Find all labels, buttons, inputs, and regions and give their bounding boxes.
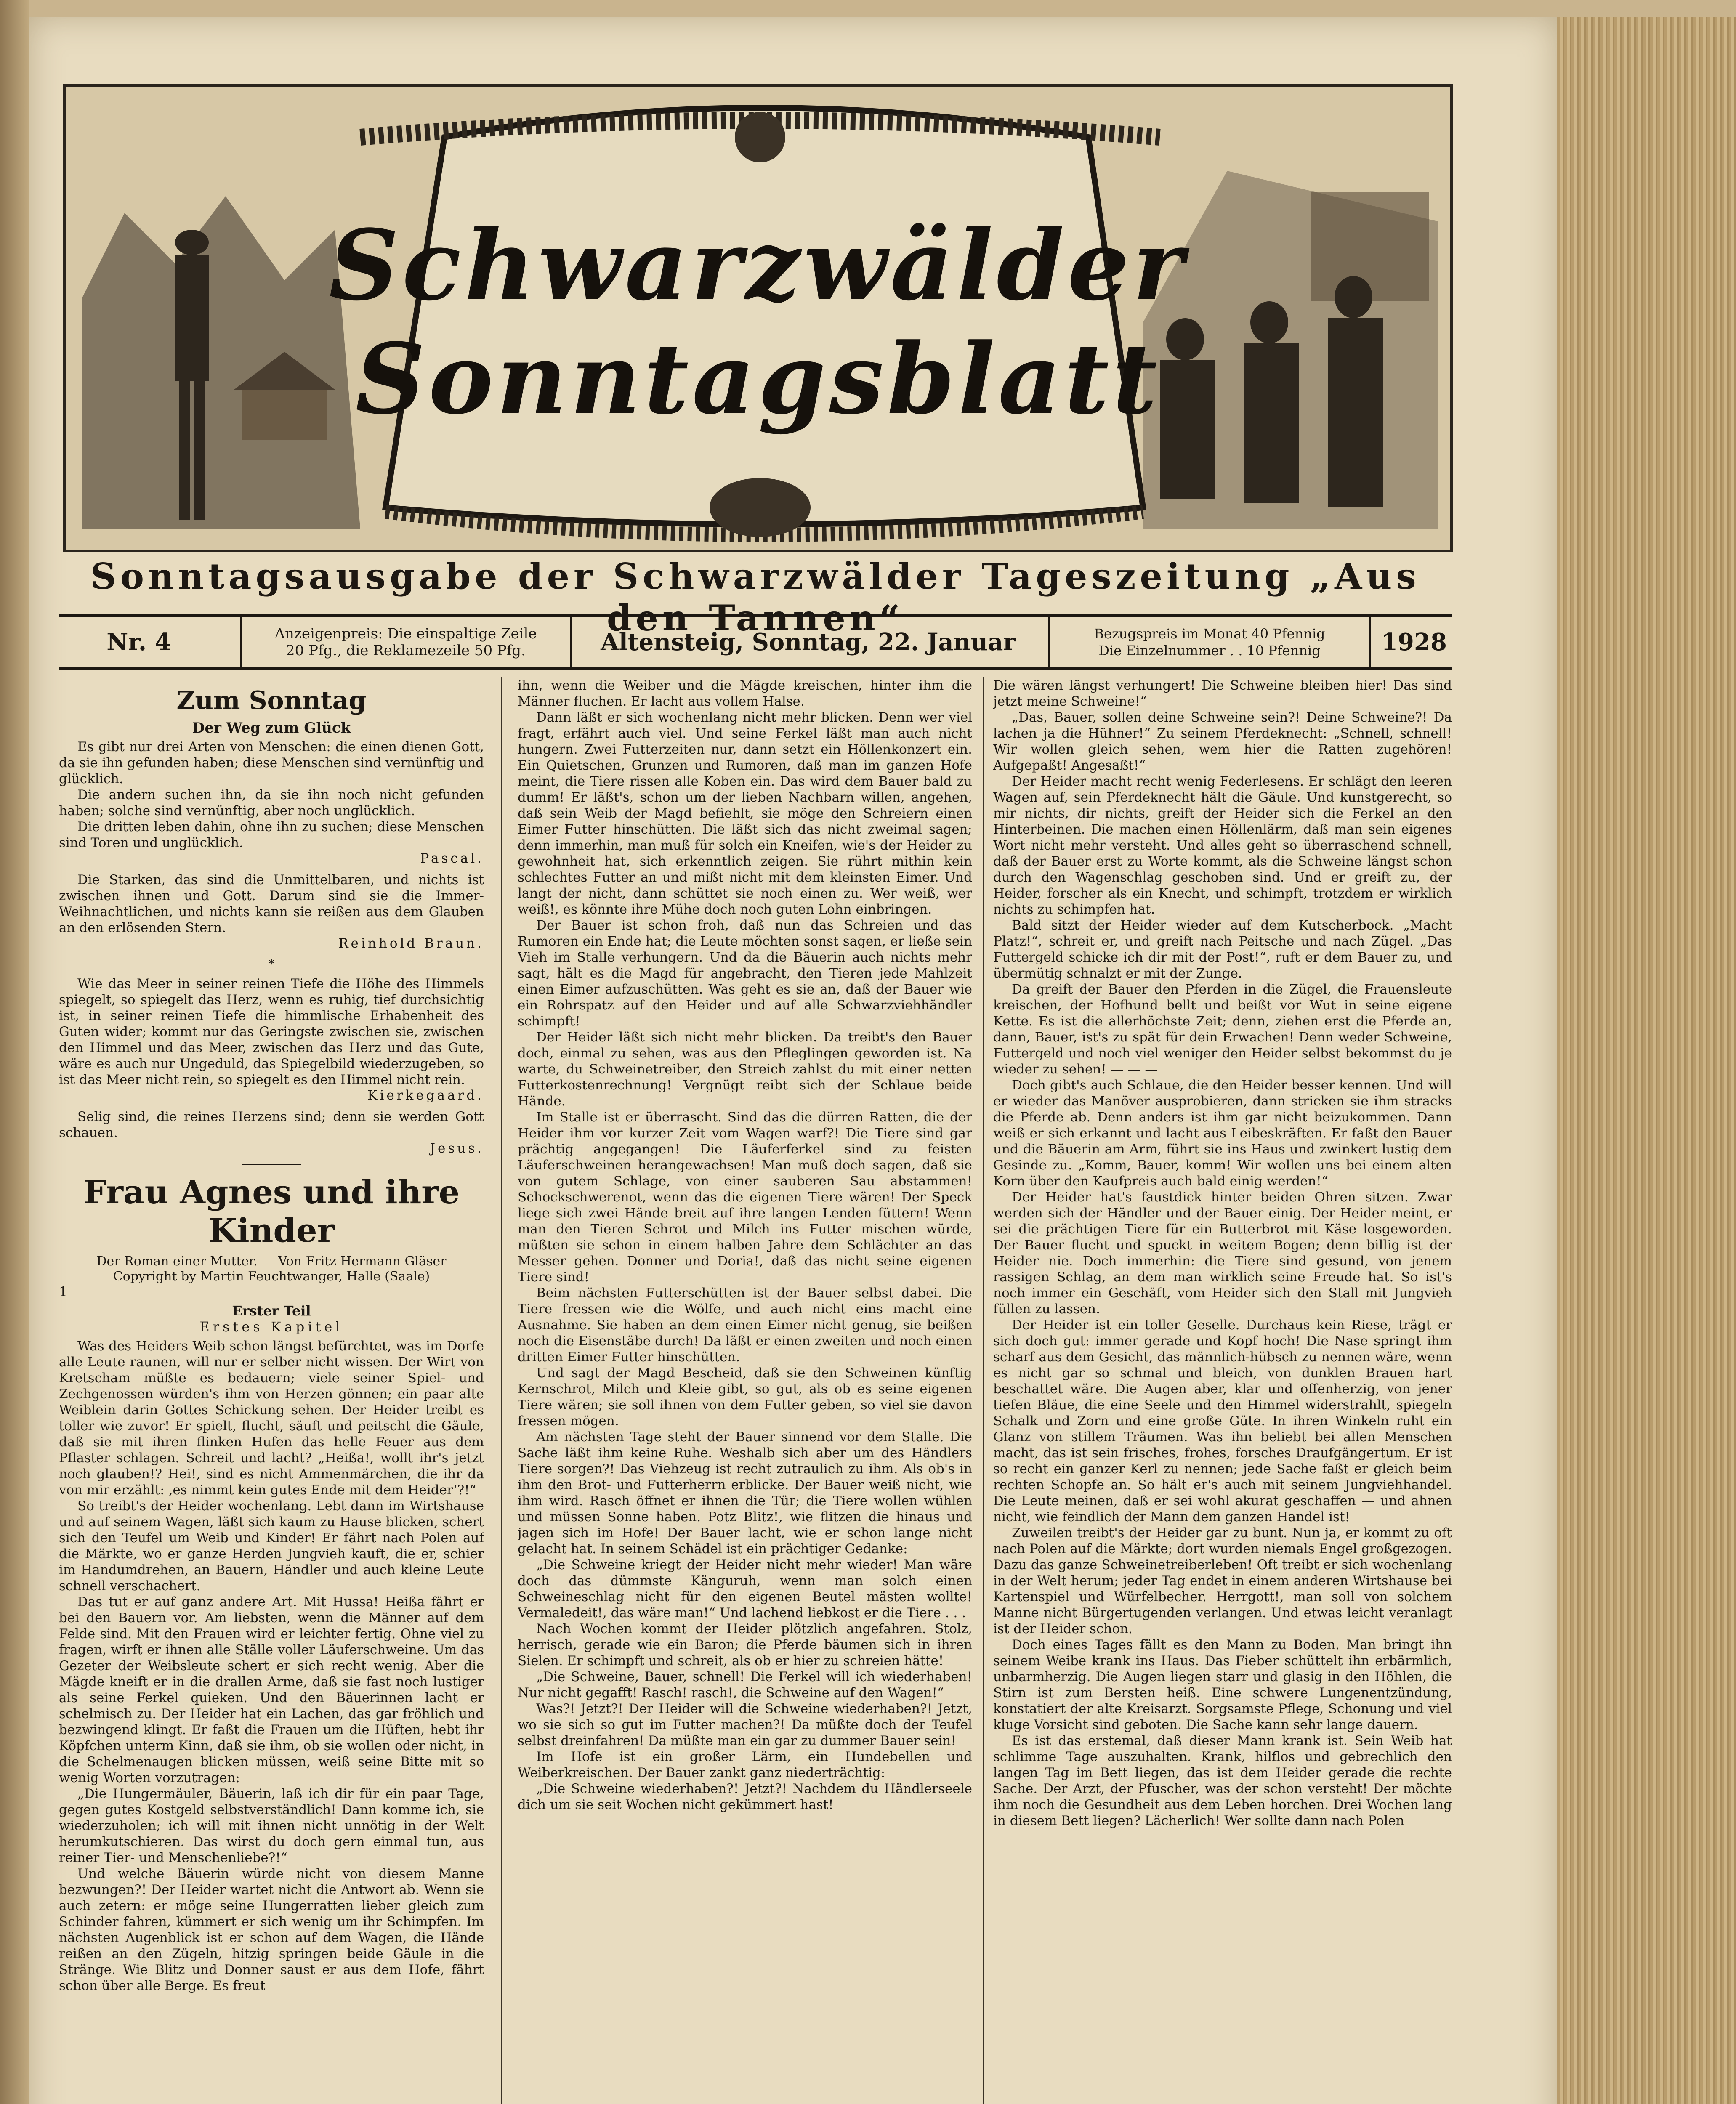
novel-copyright: Copyright by Martin Feuchtwanger, Halle (Saale) — [113, 1269, 430, 1284]
novel-paragraph: „Die Hungermäuler, Bäuerin, laß ich dir für ein paar Tage, gegen gutes Kostgeld selbstverständlich! Dann komme ich, sie wiederzuholen; ich will mit ihnen nicht unnötig in der Welt herumkutschieren. Das wirst du doch gern einmal tun, aus reiner Tier- und Menschenliebe?!“ — [59, 1786, 484, 1865]
novel-paragraph: Was?! Jetzt?! Der Heider will die Schweine wiederhaben?! Jetzt, wo sie sich so gut im Futter machen?! Da müßte doch der Teufel selbst dreinfahren! Da müßte man ein gar zu dummer Bauer sein! — [518, 1701, 972, 1748]
newspaper-title-line-1: Schwarzwälder — [329, 209, 1187, 322]
novel-paragraph: Was des Heiders Weib schon längst befürchtet, was im Dorfe alle Leute raunen, will nur er selber nicht wissen. Der Wirt von Kretscham müßte es bedauern; viele seiner Spiel- und Zechgenossen würden's ihm von Herzen gönnen; ein paar alte Weiblein darin Gottes Schickung sehen. Der Heider treibt es toller wie zuvor! Er spielt, flucht, säuft und peitscht die Gäule, daß sie mit ihren flinken Hufen das helle Feuer aus dem Pflaster schlagen. Schreit und lacht? „Heißa!, wollt ihr's jetzt noch glauben!? Hei!, sind es nicht Ammenmärchen, die ihr da von mir erzählt: ‚es nimmt kein gutes Ende mit dem Heider‘?!“ — [59, 1339, 484, 1498]
quote-attribution: Pascal. — [420, 851, 484, 866]
novel-paragraph: Nach Wochen kommt der Heider plötzlich angefahren. Stolz, herrisch, gerade wie ein Baron; die Pferde bäumen sich in ihren Sielen. Er schimpft und schreit, als ob er hier zu schreien hätte! — [518, 1621, 972, 1668]
sub-price-line-1: Bezugspreis im Monat 40 Pfennig — [1094, 626, 1325, 642]
novel-paragraph: So treibt's der Heider wochenlang. Lebt dann im Wirtshause und auf seinem Wagen, läßt sich kaum zu Hause blicken, schert sich den Teufel um Weib und Kinder! Er fährt nach Polen auf die Märkte, wo er ganze Herden Jungvieh kauft, die er, schier im Handumdrehen, an Bauern, Händler und auch kleine Leute schnell verschachert. — [59, 1498, 484, 1594]
binding-shadow — [0, 0, 29, 2104]
ad-price-line-1: Anzeigenpreis: Die einspaltige Zeile — [274, 625, 537, 642]
novel-paragraph: Die wären längst verhungert! Die Schweine bleiben hier! Das sind jetzt meine Schweine!“ — [993, 678, 1452, 709]
novel-paragraph: Das tut er auf ganz andere Art. Mit Hussa! Heißa fährt er bei den Bauern vor. Am liebsten, wenn die Männer auf dem Felde sind. Mit den Frauen wird er leichter fertig. Ohne viel zu fragen, wirft er ihnen alle Ställe voller Läuferschweine. Um das Gezeter der Weibsleute schert er sich recht wenig. Aber die Mägde kneift er in die drallen Arme, daß sie fast noch lustiger als seine Ferkel quieken. Und den Bäuerinnen lacht er schelmisch zu. Der Heider hat ein Lachen, das gar fröhlich und bezwingend klingt. Er faßt die Frauen um die Hüften, hebt ihr Köpfchen unterm Kinn, daß sie ihm, ob sie wollen oder nicht, in die Schelmenaugen blicken müssen, weiß seine Bitte mit so wenig Worten vorzutragen: — [59, 1594, 484, 1785]
issue-info-bar — [59, 614, 1452, 670]
novel-paragraph: „Das, Bauer, sollen deine Schweine sein?! Deine Schweine?! Da lachen ja die Hühner!“ Zu seinem Pferdeknecht: „Schnell, schnell! Wir wollen gleich sehen, wem hier die Ratten zugehören! Aufgepaßt! Angesaßt!“ — [993, 710, 1452, 773]
quote-paragraph: Es gibt nur drei Arten von Menschen: die einen dienen Gott, da sie ihn gefunden haben; diese Menschen sind vernünftig und glücklich. — [59, 739, 484, 786]
novel-paragraph: Und sagt der Magd Bescheid, daß sie den Schweinen künftig Kernschrot, Milch und Kleie gibt, so gut, als ob es seine eigenen Tiere wären; sie soll ihnen von dem Futter geben, so viel sie davon fressen mögen. — [518, 1365, 972, 1429]
quote-paragraph: Wie das Meer in seiner reinen Tiefe die Höhe des Himmels spiegelt, so spiegelt das Herz, wenn es ruhig, tief durchsichtig ist, in seiner reinen Tiefe die himmlische Erhabenheit des Guten wider; kommt nur das Geringste zwischen sie, zwischen den Himmel und das Meer, zwischen das Herz und das Gute, wäre es auch nur Ungeduld, das Spiegelbild wiederzugeben, so ist das Meer nicht rein, so spiegelt es den Himmel nicht rein. — [59, 976, 484, 1087]
novel-paragraph: Im Stalle ist er überrascht. Sind das die dürren Ratten, die der Heider ihm vor kurzer Zeit vom Wagen warf?! Die Tiere sind gar prächtig angegangen! Die Läuferferkel sind zu feisten Läuferschweinen herangewachsen! Man muß doch sagen, daß sie von gutem Schlage, von einer sauberen Sau abstammen! Schockschwerenot, wenn das die eigenen Tiere wären! Der Speck liege sich zwei Hände breit auf ihre langen Lenden füttern! Wenn man den Tieren Schrot und Milch ins Futter mischen würde, müßten sie schon in einem halben Jahre dem Schlächter an das Messer gehen. Donner und Doria!, daß das nicht seine eigenen Tiere sind! — [518, 1110, 972, 1285]
novel-paragraph: Im Hofe ist ein großer Lärm, ein Hundebellen und Weiberkreischen. Der Bauer zankt ganz niederträchtig: — [518, 1749, 972, 1780]
novel-paragraph: Am nächsten Tage steht der Bauer sinnend vor dem Stalle. Die Sache läßt ihm keine Ruhe. Weshalb sich aber um des Händlers Tiere sorgen?! Das Viehzeug ist recht zutraulich zu ihm. Als ob's in ihm den Brot- und Futterherrn erblicke. Der Bauer weiß nicht, wie ihm wird. Rasch öffnet er ihnen die Tür; die Tiere wollen wühlen und müssen Sonne haben. Potz Blitz!, wie flitzen die hinaus und jagen sich im Hofe! Der Bauer lacht, wie er schon lange nicht gelacht hat. In seinem Schädel ist ein prächtiger Gedanke: — [518, 1429, 972, 1557]
quote-attribution: Reinhold Braun. — [338, 936, 484, 951]
quote-attribution: Kierkegaard. — [367, 1088, 484, 1103]
column-rule — [983, 677, 984, 2104]
novel-paragraph: Es ist das erstemal, daß dieser Mann krank ist. Sein Weib hat schlimme Tage auszuhalten. Krank, hilflos und gebrechlich den langen Tag im Bett liegen, das ist dem Heider gerade die rechte Sache. Der Arzt, der Pfuscher, was der schon versteht! Der möchte ihm noch die Gesundheit aus dem Leben horchen. Drei Wochen lang in diesem Bett liegen? Lächerlich! Wer sollte dann nach Polen — [993, 1733, 1452, 1828]
novel-paragraph: Der Heider läßt sich nicht mehr blicken. Da treibt's den Bauer doch, einmal zu sehen, was aus den Pfleglingen geworden ist. Na warte, du Schweinetreiber, den Streich zahlst du mit einer netten Futterkostenrechnung! Vergnügt reibt sich der Schlaue beide Hände. — [518, 1030, 972, 1109]
quote-paragraph: Die andern suchen ihn, da sie ihn noch nicht gefunden haben; solche sind vernünftig, aber noch unglücklich. — [59, 787, 484, 818]
column-1 — [59, 677, 484, 2104]
novel-chapter-heading: Erstes Kapitel — [199, 1319, 343, 1335]
novel-part-heading: Erster Teil — [232, 1303, 311, 1319]
section-divider — [242, 1164, 301, 1165]
quote-paragraph: Die Starken, das sind die Unmittelbaren, und nichts ist zwischen ihnen und Gott. Darum sind sie die Immer-Weihnachtlichen, und nichts kann sie reißen aus dem Glauben an den erlösenden Stern. — [59, 872, 484, 935]
sub-price-line-2: Die Einzelnummer . . 10 Pfennig — [1098, 643, 1321, 659]
subscription-rates — [1048, 617, 1371, 667]
ad-price-line-2: 20 Pfg., die Reklamezeile 50 Pfg. — [286, 642, 526, 659]
novel-byline: Der Roman einer Mutter. — Von Fritz Hermann Gläser — [96, 1254, 447, 1269]
novel-paragraph: Der Heider macht recht wenig Federlesens. Er schlägt den leeren Wagen auf, sein Pferdeknecht hält die Gäule. Und kunstgerecht, so mir nichts, dir nichts, greift der Heider sich die Ferkel an den Hinterbeinen. Die machen einen Höllenlärm, daß man sein eigenes Wort nicht mehr versteht. Und alles geht so überraschend schnell, daß der Bauer erst zu Worte kommt, als die Schweine längst schon durch den Wagenschlag geschoben sind. Und er greift zu, der Heider, forscher als ein Knecht, und schimpft, trotzdem er wirklich nichts zu schimpfen hat. — [993, 774, 1452, 917]
masthead — [63, 84, 1453, 552]
advertising-rates — [240, 617, 572, 667]
novel-paragraph: Dann läßt er sich wochenlang nicht mehr blicken. Denn wer viel fragt, erfährt auch viel. Und seine Ferkel läßt man auch nicht hungern. Zwei Futterzeiten nur, dann setzt ein Höllenkonzert ein. Ein Quietschen, Grunzen und Rumoren, daß man im ganzen Hofe meint, die Tiere rissen alle Koben ein. Das wird dem Bauer bald zu dumm! Er läßt's, schon um der lieben Nachbarn willen, angehen, daß sein Weib der Magd befiehlt, sie möge den Schreiern einen Eimer Futter hinschütten. Die läßt sich das nicht zweimal sagen; denn immerhin, man muß für solch ein Kneifen, wie's der Heider zu gewohnheit hat, sich erkenntlich zeigen. Sie rührt mithin kein schlechtes Futter an und mißt nicht mit dem kleinsten Eimer. Und langt der nicht, dann schüttet sie noch einen zu. Wer weiß, wer weiß!, es könnte ihre Mühe doch noch guten Lohn einbringen. — [518, 710, 972, 917]
installment-number: 1 — [59, 1284, 67, 1299]
novel-paragraph: Der Bauer ist schon froh, daß nun das Schreien und das Rumoren ein Ende hat; die Leute möchten sonst sagen, er ließe sein Vieh im Stalle verhungern. Und da die Bäuerin auch nichts mehr sagt, hält es die Magd für angebracht, den Tieren jede Mahlzeit einen Eimer aufzuschütten. Was geht es sie an, daß der Bauer wie ein Rohrspatz auf den Heider und auf alle Schwarzviehhändler schimpft! — [518, 918, 972, 1029]
novel-title: Frau Agnes und ihre Kinder — [83, 1173, 460, 1250]
ornament-asterisk: * — [268, 957, 275, 972]
novel-paragraph: Da greift der Bauer den Pferden in die Zügel, die Frauensleute kreischen, der Hofhund bellt und beißt vor Wut in seine eigene Kette. Es ist die allerhöchste Zeit; denn, ziehen erst die Pferde an, dann, Bauer, ist's zu spät für dein Erwachen! Denn weder Schweine, Futtergeld und noch viel weniger den Heider selbst bekommst du je wieder zu sehen! — — — — [993, 982, 1452, 1077]
novel-paragraph: ihn, wenn die Weiber und die Mägde kreischen, hinter ihm die Männer fluchen. Er lacht aus vollem Halse. — [518, 678, 972, 709]
issue-number: Nr. 4 — [106, 628, 171, 656]
novel-paragraph: „Die Schweine kriegt der Heider nicht mehr wieder! Man wäre doch das dümmste Känguruh, wenn man solch einen Schweineschlag nicht für den eigenen Beutel mästen wollte! Vermaledeit!, das wäre man!“ Und lachend liebkost er die Tiere . . . — [518, 1557, 972, 1621]
masthead-subtitle: Sonntagsausgabe der Schwarzwälder Tageszeitung „Aus den Tannen“ — [90, 555, 1420, 639]
quote-attribution: Jesus. — [430, 1141, 484, 1156]
novel-paragraph: Bald sitzt der Heider wieder auf dem Kutscherbock. „Macht Platz!“, schreit er, und greift nach Peitsche und nach Zügel. „Das Futtergeld schicke ich dir mit der Post!“, ruft er dem Bauer zu, und übermütig schnalzt er mit der Zunge. — [993, 918, 1452, 981]
novel-paragraph: „Die Schweine wiederhaben?! Jetzt?! Nachdem du Händlerseele dich um sie seit Wochen nicht gekümmert hast! — [518, 1781, 972, 1812]
novel-paragraph: Beim nächsten Futterschütten ist der Bauer selbst dabei. Die Tiere fressen wie die Wölfe, und auch nicht eins macht eine Ausnahme. Sie haben an dem einen Eimer nicht genug, sie beißen noch die Eisenstäbe durch! Da läßt er einen zweiten und noch einen dritten Eimer Futter hinschütten. — [518, 1286, 972, 1365]
column-2 — [518, 677, 972, 2104]
quote-paragraph: Die dritten leben dahin, ohne ihn zu suchen; diese Menschen sind Toren und unglücklich. — [59, 819, 484, 850]
quote-paragraph: Selig sind, die reines Herzens sind; denn sie werden Gott schauen. — [59, 1109, 484, 1140]
bound-volume-edge — [1557, 17, 1736, 2104]
publication-year: 1928 — [1381, 628, 1447, 656]
section-subheading: Der Weg zum Glück — [192, 720, 351, 736]
dateline: Altensteig, Sonntag, 22. Januar — [601, 628, 1016, 656]
newspaper-title-line-2: Sonntagsblatt — [355, 322, 1161, 436]
novel-paragraph: Der Heider hat's faustdick hinter beiden Ohren sitzen. Zwar werden sich der Händler und der Bauer einig. Der Heider meint, er sei die prächtigen Tiere für ein Butterbrot mit Käse losgeworden. Der Bauer flucht und spuckt in weitem Bogen; denn billig ist der Heider nie. Doch immerhin: die Tiere sind gesund, von jenem rassigen Schlag, an dem man wirklich seine Freude hat. So ist's noch immer ein Geschäft, vom Heider sich den Stall mit Jungvieh füllen zu lassen. — — — — [993, 1190, 1452, 1317]
novel-paragraph: Der Heider ist ein toller Geselle. Durchaus kein Riese, trägt er sich doch gut: immer gerade und Kopf hoch! Die Nase springt ihm scharf aus dem Gesicht, das männlich-hübsch zu nennen wäre, wenn es nicht gar so schmal und bleich, von dunklen Brauen hart beschattet wäre. Die Augen aber, klar und offenherzig, von jener tiefen Bläue, die eine Seele und den Himmel widerstrahlt, spiegeln Schalk und Zorn und eine große Güte. In ihren Winkeln ruht ein Glanz von stillem Träumen. Was ihn beliebt bei allen Menschen macht, das ist sein frisches, frohes, forsches Draufgängertum. Er ist so recht ein ganzer Kerl zu nennen; jede Sache faßt er gleich beim rechten Schopfe an. So hält er's auch mit seinem Jungviehhandel. Die Leute meinen, daß er sei wohl akurat geschaffen — und ahnen nicht, wie feindlich der Mann dem ganzen Handel ist! — [993, 1318, 1452, 1525]
column-rule — [501, 677, 502, 2104]
novel-paragraph: Doch gibt's auch Schlaue, die den Heider besser kennen. Und will er wieder das Manöver ausprobieren, dann stricken sie ihm stracks die Pferde ab. Denn anders ist ihm gar nicht beizukommen. Dann weiß er sich erkannt und lacht aus Leibeskräften. Er faßt den Bauer und die Bäuerin am Arm, führt sie ins Haus und zwinkert lustig dem Gesinde zu. „Komm, Bauer, komm! Wir wollen uns bei einem alten Korn über den Kaufpreis auch bald einig werden!“ — [993, 1078, 1452, 1189]
section-heading-sunday: Zum Sonntag — [176, 686, 367, 715]
novel-paragraph: „Die Schweine, Bauer, schnell! Die Ferkel will ich wiederhaben! Nur nicht gegafft! Rasch! rasch!, die Schweine auf den Wagen!“ — [518, 1669, 972, 1700]
novel-paragraph: Und welche Bäuerin würde nicht von diesem Manne bezwungen?! Der Heider wartet nicht die Antwort ab. Wenn sie auch zetern: er möge seine Hungerratten lieber gleich zum Schinder fahren, kümmert er sich wenig um ihr Schimpfen. Im nächsten Augenblick ist er schon auf dem Wagen, die Hände reißen an den Zügeln, hitzig springen beide Gäule in die Stränge. Wie Blitz und Donner saust er aus dem Hofe, fährt schon über alle Berge. Es freut — [59, 1866, 484, 1993]
column-3 — [993, 677, 1452, 2104]
novel-paragraph: Doch eines Tages fällt es den Mann zu Boden. Man bringt ihn seinem Weibe krank ins Haus. Das Fieber schüttelt ihn erbärmlich, unbarmherzig. Die Augen liegen starr und glasig in den Höhlen, die Stirn ist zum Bersten heiß. Eine schwere Lungenentzündung, konstatiert der alte Kreisarzt. Sorgsamste Pflege, Schonung und viel kluge Vorsicht sind geboten. Die Sache kann sehr lange dauern. — [993, 1637, 1452, 1732]
novel-paragraph: Zuweilen treibt's der Heider gar zu bunt. Nun ja, er kommt zu oft nach Polen auf die Märkte; dort wurden niemals Engel großgezogen. Dazu das ganze Schweinetreiberleben! Oft treibt er sich wochenlang in der Welt herum; jeder Tag endet in einem anderen Wirtshause bei Kartenspiel und Würfelbecher. Herrgott!, man soll von solchem Manne nicht Bürgertugenden verlangen. Und etwas leicht veranlagt ist der Heider schon. — [993, 1525, 1452, 1636]
